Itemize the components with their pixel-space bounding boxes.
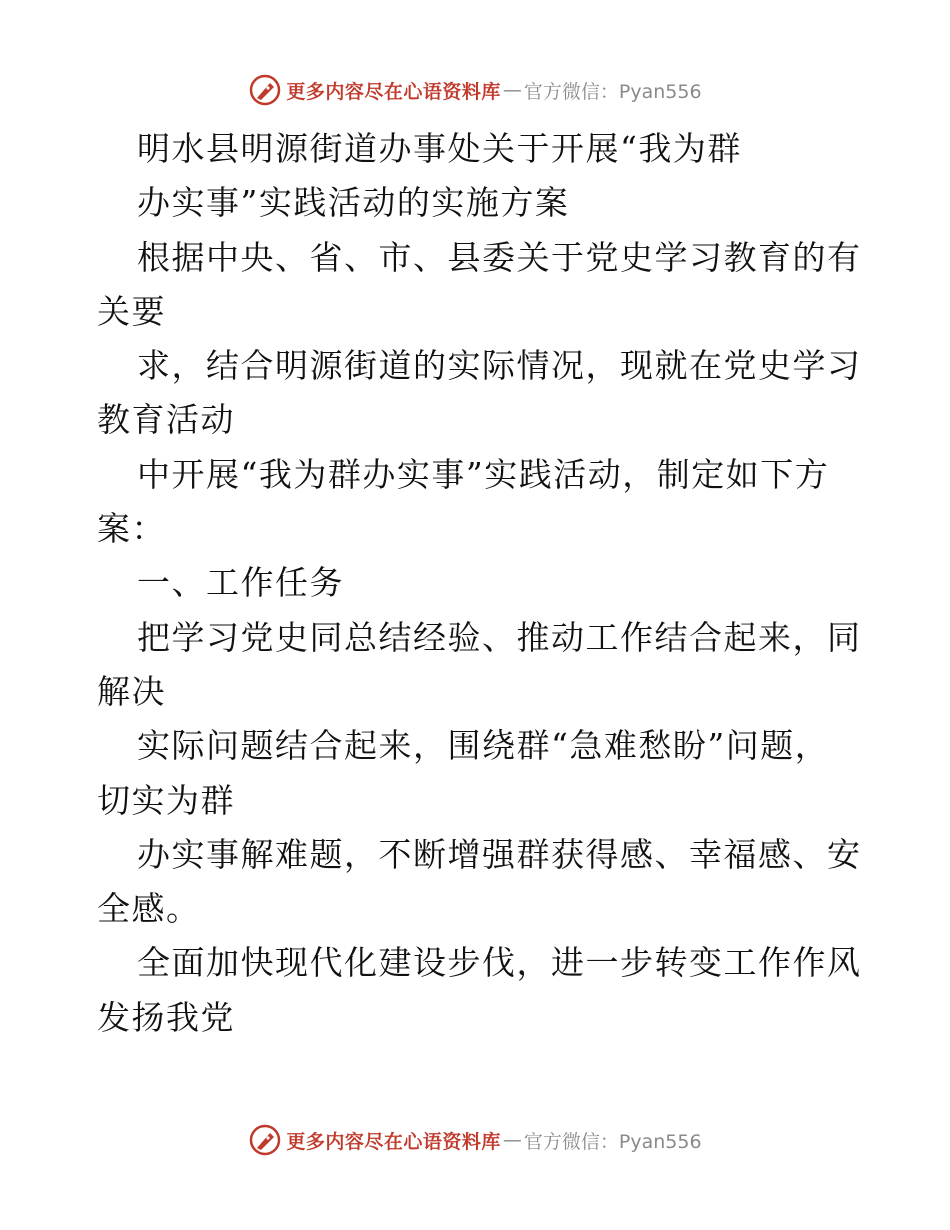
paragraph-line: 求，结合明源街道的实际情况，现就在党史学习 [137, 346, 862, 386]
paragraph-line: 关要 [97, 291, 166, 331]
paragraph-line: 解决 [97, 671, 166, 711]
banner-separator: — [502, 1129, 522, 1151]
paragraph-line: 发扬我党 [97, 997, 235, 1037]
banner-contact: 官方微信：Pyan556 [523, 1130, 702, 1153]
document-body [97, 122, 862, 1045]
title-line-2: 办实事”实践活动的实施方案 [137, 183, 570, 223]
section-heading: 一、工作任务 [137, 563, 344, 603]
paragraph-line: 教育活动 [97, 400, 235, 440]
paragraph-line: 把学习党史同总结经验、推动工作结合起来，同 [137, 617, 862, 657]
pen-nib-seal-icon [248, 73, 282, 107]
banner-text: 更多内容尽在心语资料库 [286, 80, 501, 103]
footer-banner [0, 1120, 950, 1160]
banner-contact: 官方微信：Pyan556 [523, 80, 702, 103]
paragraph-line: 实际问题结合起来，围绕群“急难愁盼”问题， [137, 726, 830, 766]
banner-separator: — [502, 79, 522, 101]
paragraph-line: 办实事解难题，不断增强群获得感、幸福感、安 [137, 834, 862, 874]
banner-text: 更多内容尽在心语资料库 [286, 1130, 501, 1153]
paragraph-line: 根据中央、省、市、县委关于党史学习教育的有 [137, 237, 862, 277]
paragraph-line: 中开展“我为群办实事”实践活动，制定如下方 [137, 454, 830, 494]
paragraph-line: 全感。 [97, 889, 201, 929]
pen-nib-seal-icon [248, 1123, 282, 1157]
paragraph-line: 全面加快现代化建设步伐，进一步转变工作作风 [137, 943, 862, 983]
paragraph-line: 案： [97, 509, 166, 549]
header-banner [0, 70, 950, 110]
paragraph-line: 切实为群 [97, 780, 235, 820]
title-line-1: 明水县明源街道办事处关于开展“我为群 [137, 129, 742, 168]
